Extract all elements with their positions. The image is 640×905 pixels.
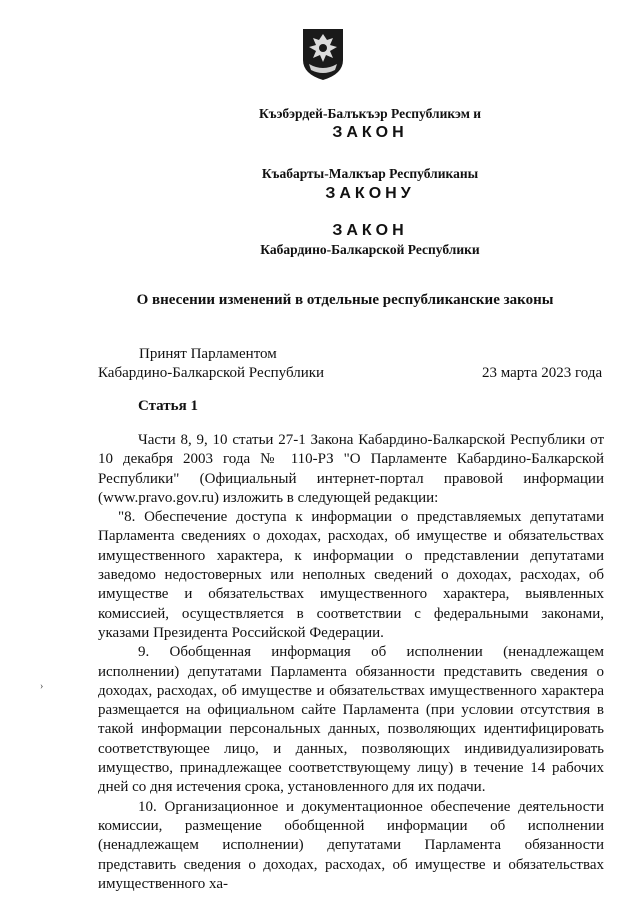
header-law-balkar: ЗАКОНУ — [325, 185, 415, 202]
adopted-by-line2: Кабардино-Балкарской Республики — [98, 365, 325, 381]
header-line-russian: Кабардино-Балкарской Республики — [260, 242, 480, 257]
paragraph-8: "8. Обеспечение доступа к информации о представляемых депутатами Парламента сведениях о доходах, расходах, об имуществе и обязательствах имущественного характера, к информации о представлении депутатами заведомо недостоверных или неполных сведений о доходах, расходах, об имуществе и обязательствах имущественного характера, выявленных комиссией, осуществляется в соответствии с федеральными законами, указами Президента Российской Федерации. — [98, 509, 604, 641]
paragraph-10: 10. Организационное и документационное обеспечение деятельности комиссии, размещение обобщенной информации об исполнении (ненадлежащем исполнении) депутатами Парламента обязанности представить сведения о доходах, расходах, об имуществе и обязательствах имущественного ха- — [98, 798, 604, 892]
paragraph-9: 9. Обобщенная информация об исполнении (ненадлежащем исполнении) депутатами Парламента обязанности представить сведения о доходах, расходах, об имуществе и обязательствах имущественного характера размещается на официальном сайте Парламента (при условии отсутствия в такой информации персональных данных, позволяющих идентифицировать соответствующее лицо, и данных, позволяющих индивидуализировать имущество, принадлежащее соответствующему лицу) в течение 14 рабочих дней со дня истечения срока, установленного для их подачи. — [98, 644, 604, 796]
header-line-kabardian: Къэбэрдей-Балъкъэр Республикэм и — [258, 106, 482, 121]
article-body — [98, 431, 604, 894]
coat-of-arms-icon — [300, 26, 346, 82]
header-law-russian: ЗАКОН — [332, 222, 408, 239]
article-heading: Статья 1 — [138, 398, 198, 414]
header-line-balkar: Къабарты-Малкъар Республиканы — [261, 166, 479, 181]
adopted-by-line1: Принят Парламентом — [139, 346, 277, 362]
document-title: О внесении изменений в отдельные республиканские законы — [136, 292, 554, 308]
paragraph-intro: Части 8, 9, 10 статьи 27-1 Закона Кабардино-Балкарской Республики от 10 декабря 2003 года № 110-РЗ "О Парламенте Кабардино-Балкарской Республики" (Официальный интернет-портал правовой информации (www.pravo.gov.ru) изложить в следующей редакции: — [98, 432, 604, 506]
margin-mark: › — [40, 681, 44, 692]
header-law-kabardian: ЗАКОН — [332, 124, 408, 141]
adoption-date: 23 марта 2023 года — [482, 365, 603, 381]
